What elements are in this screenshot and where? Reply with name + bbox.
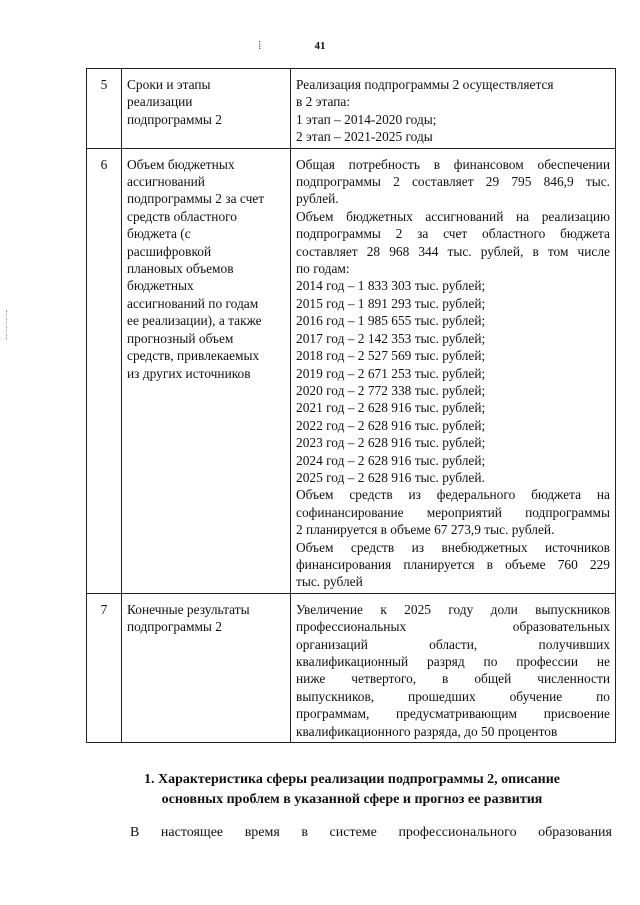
row-value-line: программам, предусматривающим присвоение [296,706,610,722]
row-value-line: 1 этап – 2014-2020 годы; [296,111,437,127]
row-title-line: Конечные результаты [127,601,250,617]
row-title-line: ее реализации), а также [127,313,262,329]
row-value-line: 2020 год – 2 772 338 тыс. рублей; [296,382,486,398]
row-value-line: организаций области, получивших [296,636,610,652]
row-title-line: Объем бюджетных [127,156,235,172]
row-value-line: 2 планируется в объеме 67 273,9 тыс. рублей. [296,522,555,538]
row-value-line: рублей. [296,191,339,207]
row-value-line: Увеличение к 2025 году доли выпускников [296,601,610,617]
row-title-line: подпрограммы 2 за счет [127,191,265,207]
row-value-line: 2 этап – 2021-2025 годы [296,129,433,145]
row-title-line: подпрограммы 2 [127,619,222,635]
row-title-line: ассигнований по годам [127,295,259,311]
row-value-line: Реализация подпрограммы 2 осуществляется [296,77,554,92]
row-title-line: Сроки и этапы [127,77,211,92]
body-paragraph: В настоящее время в системе профессионального образования [130,825,612,840]
row-title-line: ассигнований [127,174,205,190]
row-value-line: ниже четвертого, в общей численности [296,671,610,687]
row-value-line: составляет 28 968 344 тыс. рублей, в том числе [296,243,610,259]
row-value [291,148,616,593]
row-value-line: 2017 год – 2 142 353 тыс. рублей; [296,330,486,346]
row-value-line: 2018 год – 2 527 569 тыс. рублей; [296,348,486,364]
row-title-line: расшифровкой [127,243,212,259]
row-title-line: средств областного [127,208,237,224]
section-heading: 1. Характеристика сферы реализации подпрограммы 2, описание основных проблем в указанной сфере и прогноз ее развития [143,772,561,807]
table-row [87,593,616,742]
row-value-line: выпускников, прошедших обучение по [296,688,610,704]
row-value-line: в 2 этапа: [296,94,351,110]
row-title-line: плановых объемов [127,261,234,277]
row-value-line: профессиональных образовательных [296,619,610,635]
row-title [122,593,291,742]
row-value [291,593,616,742]
row-value-line: Общая потребность в финансовом обеспечении [296,156,610,172]
row-value-line: Объем средств из федерального бюджета на [296,487,610,503]
row-value-line: 2025 год – 2 628 916 тыс. рублей. [296,469,485,485]
row-value-line: финансирования планируется в объеме 760 229 [296,556,610,572]
row-title [122,148,291,593]
table-row [87,69,616,149]
row-value-line: 2015 год – 1 891 293 тыс. рублей; [296,295,486,311]
row-title-line: из других источников [127,365,251,381]
margin-mark [6,310,10,340]
row-value-line: Объем бюджетных ассигнований на реализацию [296,208,610,224]
row-number: 6 [87,148,122,593]
subprogram-passport-table [86,68,616,743]
row-number: 5 [87,69,122,149]
row-value-line: по годам: [296,261,350,277]
table-row [87,148,616,593]
scan-mark: ⁞ [258,38,262,52]
row-value-line: Объем средств из внебюджетных источников [296,539,610,555]
row-number: 7 [87,593,122,742]
row-value-line: подпрограммы 2 составляет 29 795 846,9 тыс. [296,174,610,190]
row-value-line: подпрограммы 2 за счет областного бюджета [296,226,610,242]
row-value-line: 2014 год – 1 833 303 тыс. рублей; [296,278,486,294]
row-value-line: 2016 год – 1 985 655 тыс. рублей; [296,313,486,329]
row-title [122,69,291,149]
row-value-line: софинансирование мероприятий подпрограммы [296,504,610,520]
row-value-line: тыс. рублей [296,574,363,590]
row-value-line: 2023 год – 2 628 916 тыс. рублей; [296,435,486,451]
page-number: 41 [314,40,326,52]
row-value-line: 2022 год – 2 628 916 тыс. рублей; [296,417,486,433]
row-title-line: прогнозный объем [127,330,234,346]
row-value-line: 2019 год – 2 671 253 тыс. рублей; [296,365,486,381]
row-value [291,69,616,149]
row-value-line: квалификационного разряда, до 50 процентов [296,723,558,739]
row-value-line: 2021 год – 2 628 916 тыс. рублей; [296,400,486,416]
row-title-line: реализации [127,94,193,110]
row-title-line: средств, привлекаемых [127,348,260,364]
row-title-line: подпрограммы 2 [127,111,222,127]
row-title-line: бюджета (с [127,226,191,242]
row-value-line: 2024 год – 2 628 916 тыс. рублей; [296,452,486,468]
row-title-line: бюджетных [127,278,194,294]
row-value-line: квалификационный разряд по профессии не [296,654,610,669]
